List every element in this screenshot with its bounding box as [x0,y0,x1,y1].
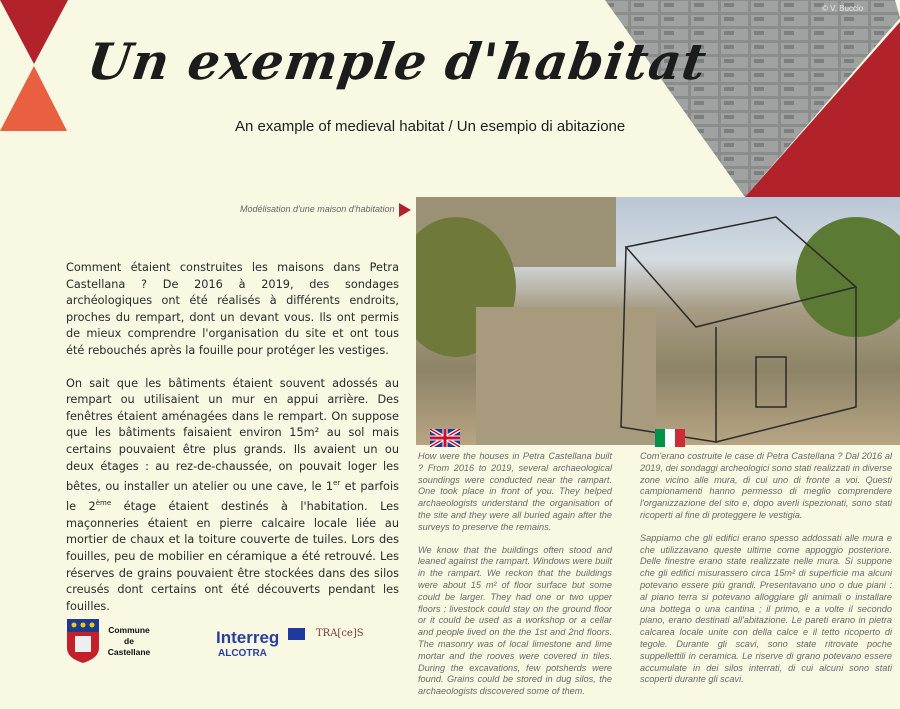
italian-text [640,451,892,697]
house-reconstruction-photo [416,197,900,445]
french-paragraph-2-part-1: On sait que les bâtiments étaient souvent adossés au rempart ou utilisaient un mur en appui arrière. Des fenêtres étaient aménagées dans le rempart. On suppose que les bâtiments faisaient environ 15m² au sol mais certains pouvaient être plus grands. Ils avaient un ou deux étages : au rez-de-chaussée, on pouvait loger les bêtes, ou installer un atelier ou une cave, le 1 [66,376,399,493]
italy-flag-icon [655,429,685,447]
commune-label: Commune de Castellane [107,624,151,657]
house-reconstruction-drawing [416,197,900,445]
photo-credit: © V. Buccio [822,4,864,13]
french-paragraph-2-part-2: et parfois le 2 [66,479,399,514]
coat-of-arms-icon [66,618,100,664]
page-title: Un exemple d'habitat [83,32,711,91]
traces-logo: TRA[ce]S [316,628,364,639]
interreg-label: Interreg [216,628,280,647]
interreg-logo [198,628,279,659]
french-paragraph-2-part-3: étage étaient destinés à l'habitation. Les maçonneries étaient en pierre calcaire locale liée au mortier de chaux et la toiture couverte de tuiles. Lors des fouilles, peu de mobilier en céramique a été retrouvé. Les réserves de grains pouvaient être stockées dans des silos creusés dont certains ont été découverts pendant les fouilles. [66,500,400,613]
orange-triangle-left [0,66,67,131]
superscript-eme: ème [95,499,112,508]
eu-flag-icon [288,628,305,640]
english-paragraph-1: How were the houses in Petra Castellana built ? From 2016 to 2019, several archaeological soundings were conducted near the rampart. One took place in front of you. They helped archaeologists understand the organisation of the site and they were all buried again after the surveys to preserve the remains. [418,451,612,532]
castellane-logo [66,618,152,664]
italian-paragraph-1: Com'erano costruite le case di Petra Castellana ? Dal 2016 al 2019, dei sondaggi archeologici sono stati realizzati in diverse zone vicino alle mura, di cui uno di fronte a voi. Questi campionamenti hanno permesso di meglio comprendere l'organizzazione del sito e, dopo averli ispezionati, sono stati ricoperti al fine di proteggere le vestigia. [640,451,892,520]
english-paragraph-2: We know that the buildings often stood and leaned against the rampart. Windows were built in the rampart. We reckon that the buildings were about 15 m² of floor surface but some could be larger. They had one or two upper floors : livestock could stay on the ground floor or it could be used as a workshop or a cellar and people lived on the the 1st and 2nd floors. The masonry was of local limestone and lime mortar and the rooves were covered in tiles. During the excavations, few potsherds were found. Grains could be stored in dug silos, the archaeologists discovered some of them. [418,544,612,697]
caption-arrow-icon [399,203,411,217]
french-text [66,260,399,631]
figure-caption: Modélisation d'une maison d'habitation [240,204,395,214]
superscript-er: er [333,479,341,488]
red-triangle-top-left [0,0,68,64]
french-paragraph-1: Comment étaient construites les maisons dans Petra Castellana ? De 2016 à 2019, des sondages archéologiques ont été réalisés à différents endroits, proches du rempart, dont un devant vous. Ils ont permis de mieux comprendre l'organisation du site et ont tous été rebouchés après la fouille pour protéger les vestiges. [66,261,399,357]
subtitle: An example of medieval habitat / Un esempio di abitazione [235,118,626,135]
french-paragraph-2 [66,376,399,616]
uk-flag-icon [430,429,460,447]
alcotra-label: ALCOTRA [218,648,267,659]
italian-paragraph-2: Sappiamo che gli edifici erano spesso addossati alle mura e che utilizzavano queste ultime come appoggio posteriore. Delle finestre erano state realizzate nelle mura. Si suppone che gli edifici misurassero circa 15m² di superficie ma alcuni potevano essere più grandi. Presentavano uno o due piani : al piano terra si potevano alloggiare gli animali o installare una bottega o una cantina ; il primo, e a volte il secondo piano, erano destinati all'abitazione. Le pareti erano in pietra calcarea locale unite con della calce e il tetto ricoperto di tegole. Durante gli scavi, sono state ritrovate poche suppellettili in ceramica. Le riserve di grano potevano essere accumulate in dei silos interrati, di cui alcuni sono stati scoperti durante gli scavi. [640,532,892,685]
english-text [418,451,612,709]
